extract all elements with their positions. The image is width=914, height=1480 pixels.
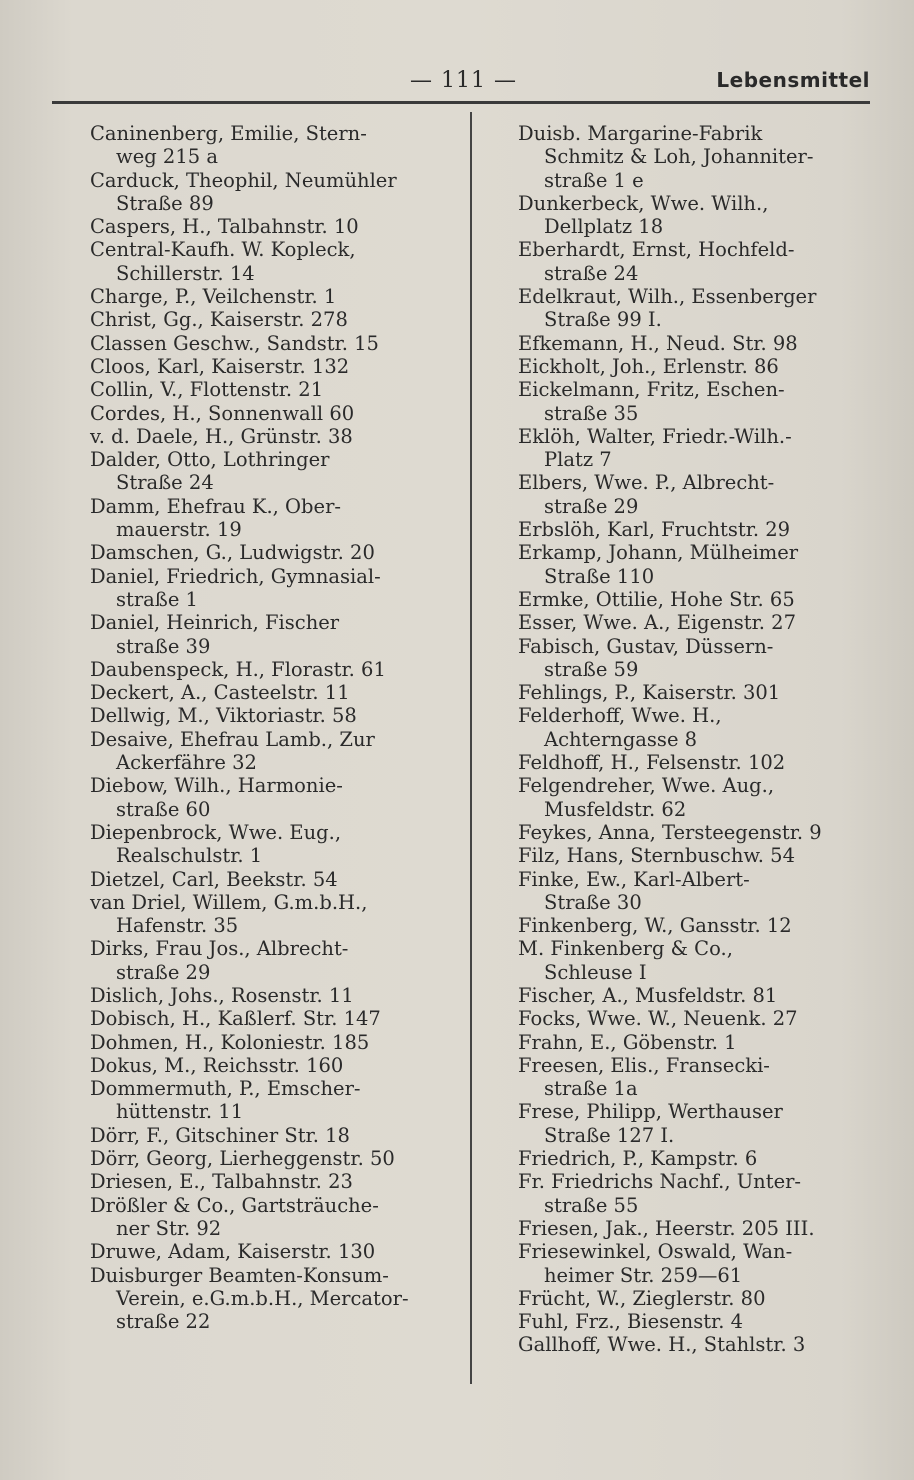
right-column — [518, 122, 886, 1357]
directory-entry — [90, 1170, 460, 1193]
entry-line: Erbslöh, Karl, Fruchtstr. 29 — [518, 518, 791, 542]
directory-entry — [90, 681, 460, 704]
directory-entry — [518, 355, 886, 378]
directory-entry — [90, 611, 460, 658]
directory-entry — [518, 122, 886, 192]
entry-line: Dietzel, Carl, Beekstr. 54 — [90, 867, 338, 891]
directory-entry — [90, 1007, 460, 1030]
entry-line: Dokus, M., Reichsstr. 160 — [90, 1053, 344, 1077]
entry-continuation: straße 29 — [544, 494, 639, 518]
entry-line: Diepenbrock, Wwe. Eug., — [90, 820, 342, 844]
directory-entry — [90, 122, 460, 169]
directory-entry — [90, 238, 460, 285]
directory-entry — [518, 425, 886, 472]
directory-entry — [90, 1194, 460, 1241]
directory-entry — [90, 821, 460, 868]
entry-line: Daniel, Heinrich, Fischer — [90, 611, 340, 635]
entry-line: Freesen, Elis., Fransecki- — [518, 1053, 770, 1077]
directory-entry — [518, 1333, 886, 1356]
entry-line: Daniel, Friedrich, Gymnasial- — [90, 564, 381, 588]
entry-line: Dirks, Frau Jos., Albrecht- — [90, 937, 349, 961]
entry-line: Dohmen, H., Koloniestr. 185 — [90, 1030, 370, 1054]
entry-continuation: Straße 24 — [116, 471, 214, 495]
entry-line: Duisb. Margarine-Fabrik — [518, 122, 763, 145]
directory-entry — [518, 588, 886, 611]
entry-continuation: straße 1a — [544, 1077, 638, 1101]
entry-continuation: straße 55 — [544, 1193, 639, 1217]
entry-continuation: Dellplatz 18 — [544, 215, 664, 239]
entry-line: Erkamp, Johann, Mülheimer — [518, 541, 799, 565]
entry-line: M. Finkenberg & Co., — [518, 937, 733, 961]
directory-entry — [90, 402, 460, 425]
directory-entry — [90, 215, 460, 238]
directory-entry — [518, 285, 886, 332]
entry-line: Carduck, Theophil, Neumühler — [90, 168, 397, 192]
entry-line: Filz, Hans, Sternbuschw. 54 — [518, 844, 795, 868]
entry-line: Friesewinkel, Oswald, Wan- — [518, 1240, 793, 1264]
entry-continuation: Straße 110 — [544, 564, 655, 588]
entry-line: Fischer, A., Musfeldstr. 81 — [518, 983, 778, 1007]
entry-continuation: straße 35 — [544, 401, 639, 425]
entry-continuation: straße 59 — [544, 657, 639, 681]
entry-line: Damschen, G., Ludwigstr. 20 — [90, 541, 375, 565]
directory-entry — [90, 332, 460, 355]
entry-line: Focks, Wwe. W., Neuenk. 27 — [518, 1007, 798, 1031]
entry-continuation: straße 1 — [116, 587, 198, 611]
directory-entry — [518, 192, 886, 239]
header-rule — [52, 101, 870, 104]
directory-entry — [518, 378, 886, 425]
entry-continuation: straße 24 — [544, 261, 639, 285]
directory-entry — [90, 541, 460, 564]
directory-entry — [90, 937, 460, 984]
directory-entry — [90, 1264, 460, 1334]
entry-continuation: Straße 89 — [116, 191, 214, 215]
left-column — [90, 122, 460, 1333]
directory-entry — [518, 1100, 886, 1147]
entry-line: Finke, Ew., Karl-Albert- — [518, 867, 750, 891]
entry-line: Dobisch, H., Kaßlerf. Str. 147 — [90, 1007, 381, 1031]
entry-line: Charge, P., Veilchenstr. 1 — [90, 285, 337, 309]
entry-line: Feykes, Anna, Tersteegenstr. 9 — [518, 820, 822, 844]
entry-continuation: hüttenstr. 11 — [116, 1100, 244, 1124]
directory-entry — [518, 704, 886, 751]
entry-line: Fabisch, Gustav, Düssern- — [518, 634, 774, 658]
entry-line: Eklöh, Walter, Friedr.-Wilh.- — [518, 424, 792, 448]
entry-line: Desaive, Ehefrau Lamb., Zur — [90, 727, 375, 751]
entry-continuation: heimer Str. 259—61 — [544, 1263, 743, 1287]
entry-continuation: straße 29 — [116, 960, 211, 984]
directory-entry — [518, 868, 886, 915]
directory-entry — [518, 518, 886, 541]
directory-entry — [518, 238, 886, 285]
directory-entry — [518, 1170, 886, 1217]
entry-line: Classen Geschw., Sandstr. 15 — [90, 331, 379, 355]
entry-line: Duisburger Beamten-Konsum- — [90, 1263, 389, 1287]
entry-line: Druwe, Adam, Kaiserstr. 130 — [90, 1240, 376, 1264]
entry-continuation: weg 215 a — [116, 145, 218, 169]
directory-entry — [518, 332, 886, 355]
directory-entry — [90, 984, 460, 1007]
column-divider — [470, 112, 472, 1384]
entry-continuation: Realschulstr. 1 — [116, 844, 263, 868]
directory-entry — [518, 844, 886, 867]
entry-line: Cloos, Karl, Kaiserstr. 132 — [90, 354, 350, 378]
directory-entry — [90, 1124, 460, 1147]
entry-line: Ermke, Ottilie, Hohe Str. 65 — [518, 587, 795, 611]
entry-continuation: straße 60 — [116, 797, 211, 821]
entry-line: Friedrich, P., Kampstr. 6 — [518, 1147, 758, 1171]
directory-entry — [90, 495, 460, 542]
directory-entry — [90, 774, 460, 821]
entry-continuation: Schleuse I — [544, 960, 647, 984]
entry-continuation: Schmitz & Loh, Johanniter- — [544, 145, 814, 169]
section-title: Lebensmittel — [716, 68, 870, 92]
entry-line: Gallhoff, Wwe. H., Stahlstr. 3 — [518, 1333, 806, 1357]
entry-continuation: Straße 127 I. — [544, 1123, 675, 1147]
directory-entry — [90, 565, 460, 612]
entry-continuation: Platz 7 — [544, 448, 612, 472]
entry-line: Finkenberg, W., Gansstr. 12 — [518, 914, 792, 938]
directory-entry — [518, 1310, 886, 1333]
entry-line: Diebow, Wilh., Harmonie- — [90, 774, 343, 798]
directory-entry — [90, 891, 460, 938]
directory-entry — [90, 378, 460, 401]
entry-line: Fr. Friedrichs Nachf., Unter- — [518, 1170, 802, 1194]
directory-entry — [90, 308, 460, 331]
page-header — [60, 64, 870, 98]
directory-entry — [518, 681, 886, 704]
directory-entry — [518, 774, 886, 821]
entry-line: Frahn, E., Göbenstr. 1 — [518, 1030, 737, 1054]
directory-entry — [90, 1147, 460, 1170]
directory-entry — [518, 984, 886, 1007]
entry-line: Damm, Ehefrau K., Ober- — [90, 494, 341, 518]
entry-line: Dörr, Georg, Lierheggenstr. 50 — [90, 1147, 395, 1171]
entry-continuation: straße 1 e — [544, 168, 644, 192]
directory-entry — [90, 1031, 460, 1054]
entry-line: Efkemann, H., Neud. Str. 98 — [518, 331, 798, 355]
directory-entry — [90, 1054, 460, 1077]
directory-entry — [90, 355, 460, 378]
directory-entry — [90, 169, 460, 216]
entry-continuation: Hafenstr. 35 — [116, 914, 239, 938]
directory-entry — [90, 425, 460, 448]
entry-line: van Driel, Willem, G.m.b.H., — [90, 890, 368, 914]
entry-line: Esser, Wwe. A., Eigenstr. 27 — [518, 611, 796, 635]
entry-continuation: straße 39 — [116, 634, 211, 658]
entry-line: Eberhardt, Ernst, Hochfeld- — [518, 238, 795, 262]
directory-entry — [90, 658, 460, 681]
entry-line: Collin, V., Flottenstr. 21 — [90, 378, 324, 402]
entry-line: Drößler & Co., Gartsträuche- — [90, 1193, 379, 1217]
entry-line: Felgendreher, Wwe. Aug., — [518, 774, 775, 798]
entry-line: Caninenberg, Emilie, Stern- — [90, 122, 367, 145]
directory-entry — [518, 937, 886, 984]
entry-line: Fuhl, Frz., Biesenstr. 4 — [518, 1310, 744, 1334]
entry-line: Frese, Philipp, Werthauser — [518, 1100, 783, 1124]
entry-line: Dellwig, M., Viktoriastr. 58 — [90, 704, 357, 728]
entry-continuation: Verein, e.G.m.b.H., Mercator- — [116, 1286, 409, 1310]
entry-line: Daubenspeck, H., Florastr. 61 — [90, 657, 386, 681]
directory-entry — [518, 914, 886, 937]
entry-line: Caspers, H., Talbahnstr. 10 — [90, 215, 359, 239]
directory-entry — [90, 285, 460, 308]
directory-entry — [518, 751, 886, 774]
entry-continuation: ner Str. 92 — [116, 1216, 222, 1240]
entry-continuation: straße 22 — [116, 1310, 211, 1334]
directory-entry — [518, 1287, 886, 1310]
entry-continuation: Musfeldstr. 62 — [544, 797, 687, 821]
entry-line: Frücht, W., Zieglerstr. 80 — [518, 1286, 766, 1310]
entry-continuation: Straße 30 — [544, 890, 642, 914]
page-number: — 111 — — [410, 68, 517, 93]
directory-entry — [518, 471, 886, 518]
directory-entry — [90, 868, 460, 891]
entry-line: v. d. Daele, H., Grünstr. 38 — [90, 424, 353, 448]
directory-entry — [90, 448, 460, 495]
directory-entry — [90, 704, 460, 727]
entry-line: Dunkerbeck, Wwe. Wilh., — [518, 191, 769, 215]
entry-line: Dommermuth, P., Emscher- — [90, 1077, 361, 1101]
entry-continuation: Straße 99 I. — [544, 308, 662, 332]
directory-entry — [90, 1240, 460, 1263]
entry-line: Dalder, Otto, Lothringer — [90, 448, 330, 472]
entry-line: Eickelmann, Fritz, Eschen- — [518, 378, 785, 402]
entry-line: Friesen, Jak., Heerstr. 205 III. — [518, 1216, 815, 1240]
entry-line: Dislich, Johs., Rosenstr. 11 — [90, 983, 354, 1007]
entry-line: Christ, Gg., Kaiserstr. 278 — [90, 308, 348, 332]
entry-line: Driesen, E., Talbahnstr. 23 — [90, 1170, 353, 1194]
directory-entry — [518, 611, 886, 634]
entry-line: Deckert, A., Casteelstr. 11 — [90, 681, 350, 705]
entry-line: Dörr, F., Gitschiner Str. 18 — [90, 1123, 350, 1147]
entry-continuation: Schillerstr. 14 — [116, 261, 255, 285]
directory-entry — [518, 821, 886, 844]
directory-entry — [90, 728, 460, 775]
entry-line: Cordes, H., Sonnenwall 60 — [90, 401, 355, 425]
entry-line: Fehlings, P., Kaiserstr. 301 — [518, 681, 781, 705]
entry-line: Central-Kaufh. W. Kopleck, — [90, 238, 356, 262]
entry-line: Elbers, Wwe. P., Albrecht- — [518, 471, 775, 495]
directory-entry — [518, 1031, 886, 1054]
entry-continuation: Ackerfähre 32 — [116, 751, 257, 775]
directory-entry — [518, 1240, 886, 1287]
entry-line: Felderhoff, Wwe. H., — [518, 704, 722, 728]
entry-continuation: mauerstr. 19 — [116, 518, 242, 542]
directory-entry — [518, 635, 886, 682]
directory-entry — [518, 1007, 886, 1030]
entry-continuation: Achterngasse 8 — [544, 727, 698, 751]
directory-entry — [518, 1217, 886, 1240]
directory-entry — [518, 1147, 886, 1170]
entry-line: Edelkraut, Wilh., Essenberger — [518, 285, 817, 309]
directory-entry — [90, 1077, 460, 1124]
entry-line: Eickholt, Joh., Erlenstr. 86 — [518, 354, 779, 378]
entry-line: Feldhoff, H., Felsenstr. 102 — [518, 751, 786, 775]
directory-entry — [518, 541, 886, 588]
directory-entry — [518, 1054, 886, 1101]
